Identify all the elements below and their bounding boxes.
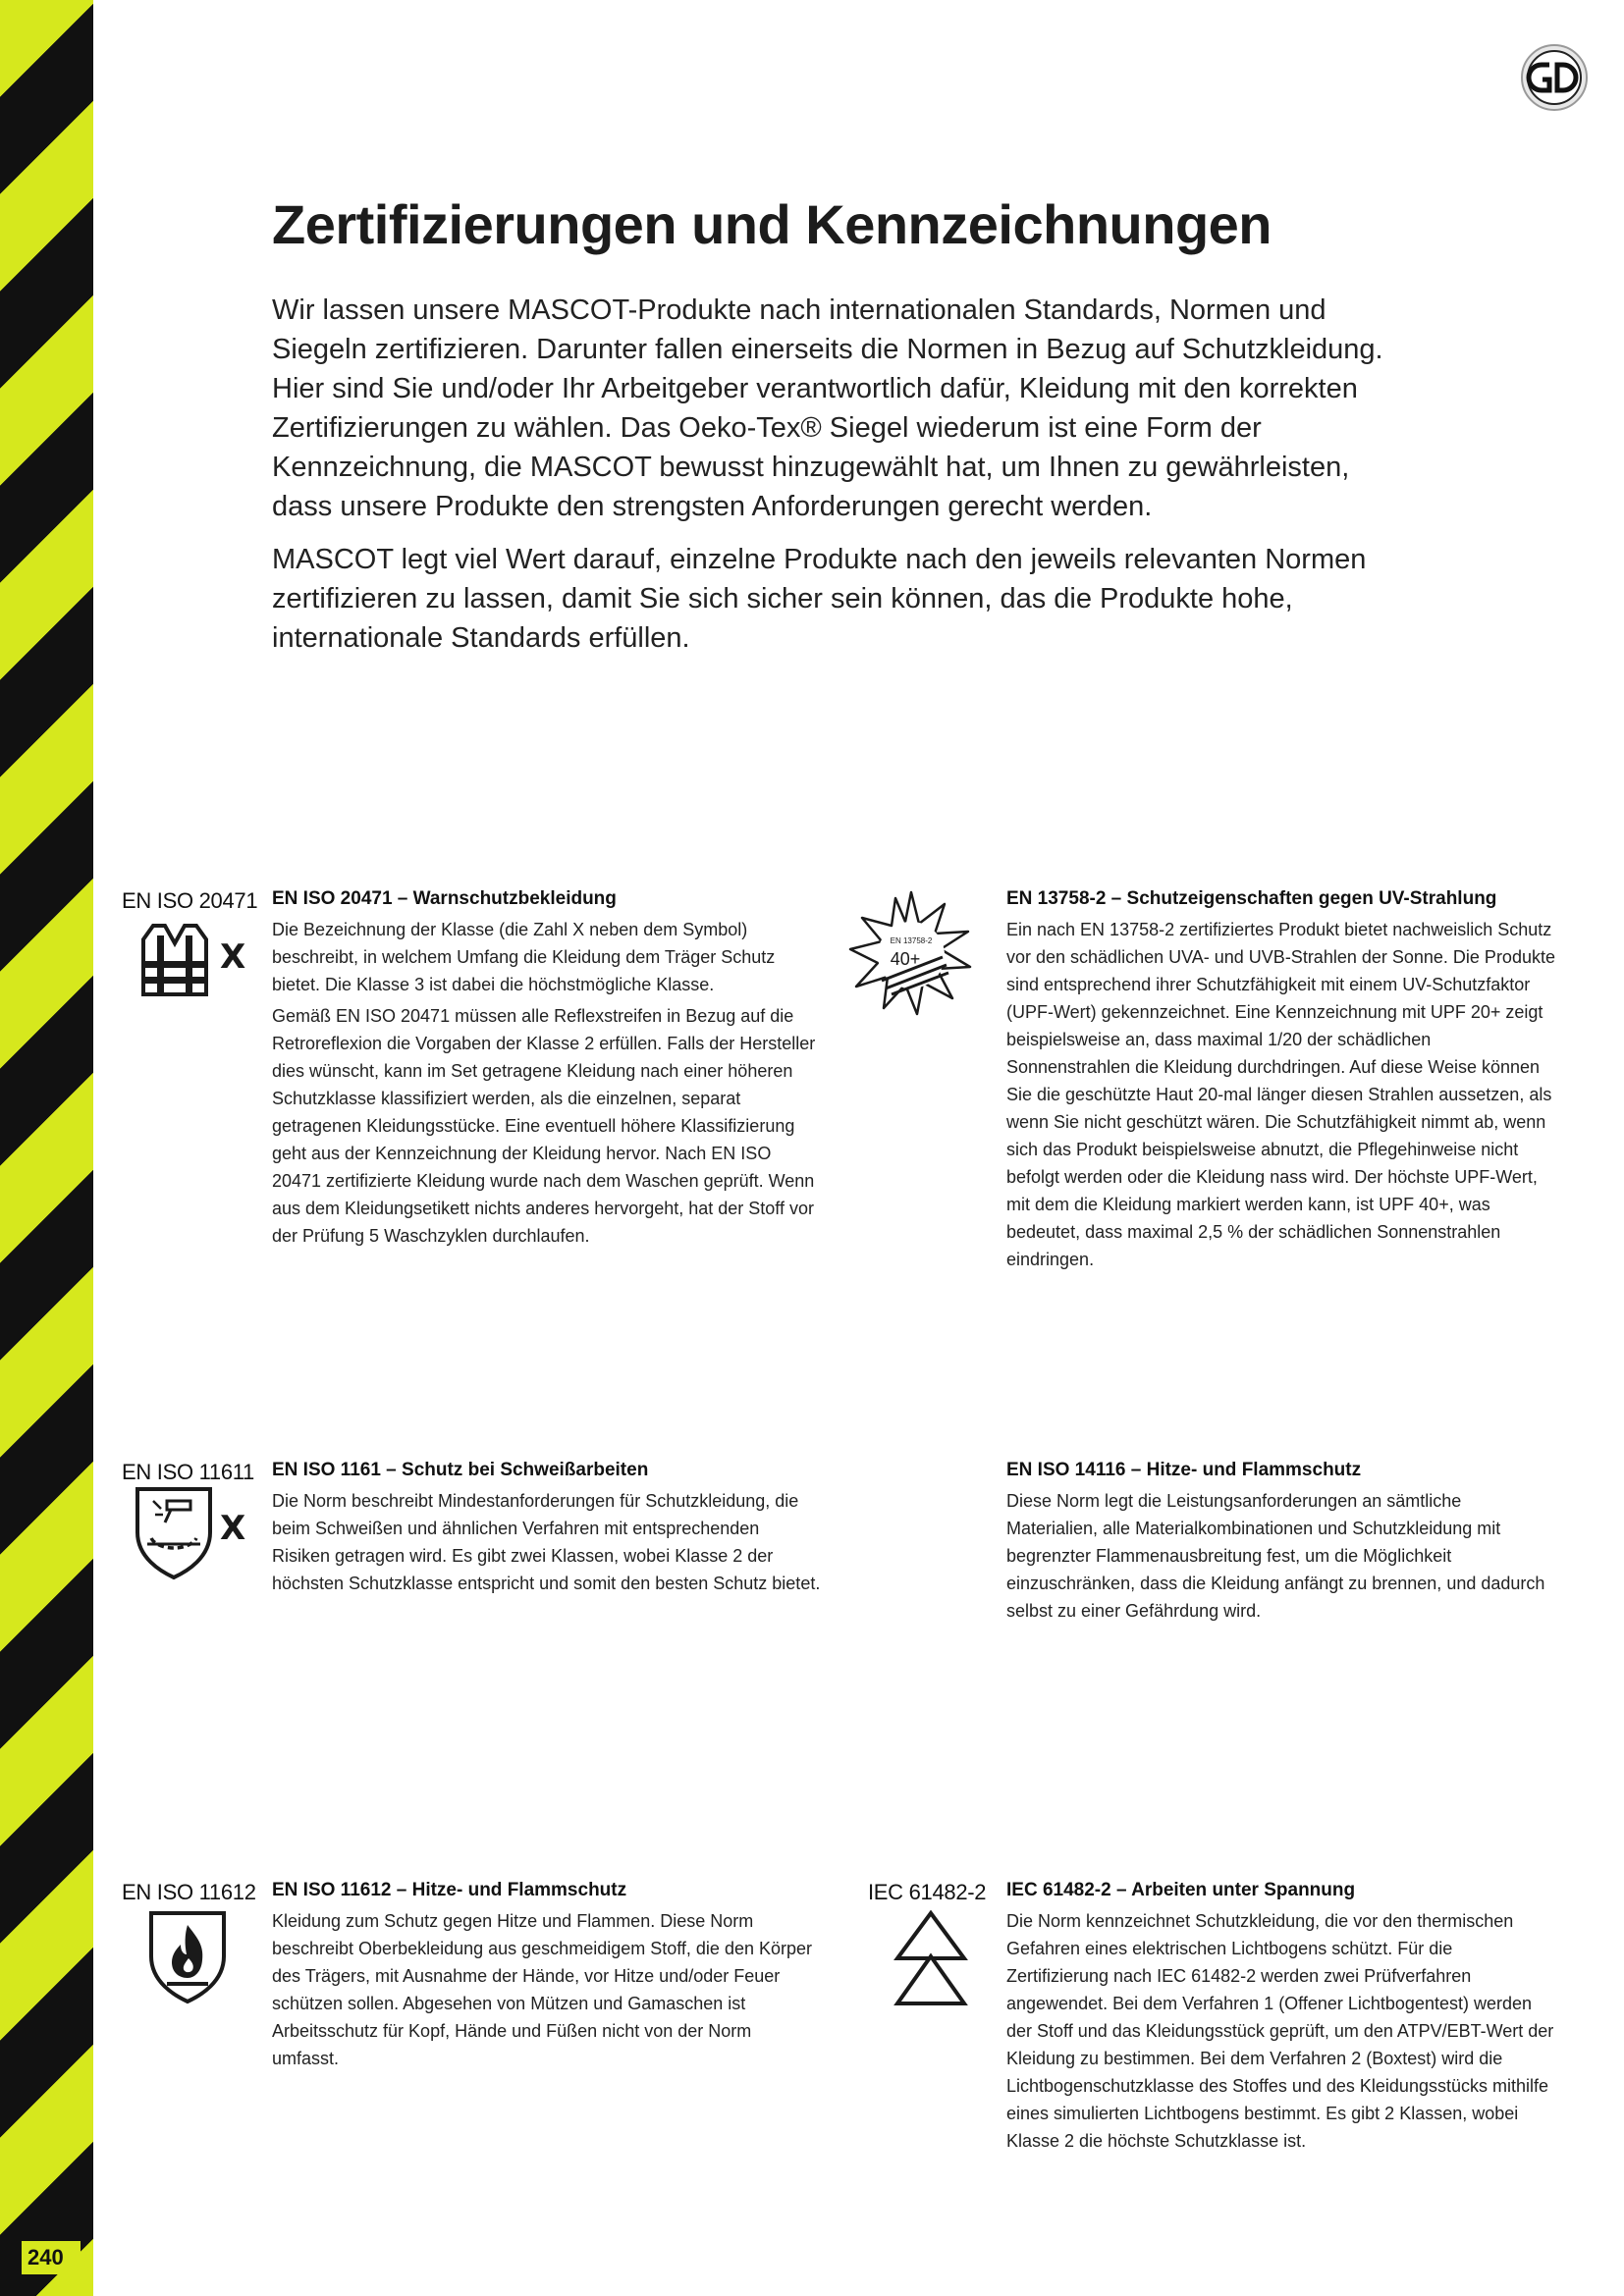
page-number: 240 bbox=[22, 2241, 81, 2274]
section-heading: EN ISO 14116 – Hitze- und Flammschutz bbox=[1006, 1460, 1362, 1480]
hi-vis-vest-icon bbox=[135, 920, 214, 1003]
norm-label: IEC 61482-2 bbox=[868, 1880, 987, 1904]
section-paragraph: Die Norm beschreibt Mindestanforderungen für Schutzkleidung, die beim Schweißen und ähnlichen Verfahren mit entsprechenden Risiken getragen wird. Es gibt zwei Klassen, wobei Klasse 2 der höchsten Schutzklasse entspricht und somit den besten Schutz bietet. bbox=[272, 1491, 821, 1593]
norm-label: EN ISO 20471 bbox=[122, 888, 258, 913]
section-heading: EN 13758-2 – Schutzeigenschaften gegen UV-Strahlung bbox=[1006, 888, 1497, 909]
section-paragraph: Gemäß EN ISO 20471 müssen alle Reflexstreifen in Bezug auf die Retroreflexion die Vorgaben der Klasse 2 erfüllen. Falls der Hersteller dies wünscht, kann im Set getragene Kleidung nach einer höheren Schutzklasse klassifiziert werden, als die einzelnen, separat getragenen Kleidungsstücke. Eine eventuell höhere Klassifizierung geht aus der Kennzeichnung der Kleidung hervor. Nach EN ISO 20471 zertifizierte Kleidung wurde nach dem Waschen geprüft. Wenn aus dem Kleidungsetikett nichts anderes hervorgeht, hat der Stoff vor der Prüfung 5 Waschzyklen durchlaufen. bbox=[272, 1006, 816, 1246]
sun-uv-icon bbox=[846, 888, 976, 1023]
section-paragraph: Diese Norm legt die Leistungsanforderungen an sämtliche Materialien, alle Materialkombinationen und Schutzkleidung mit begrenzter Flammenausbreitung fest, um die Möglichkeit einzuschränken, dass die Kleidung anfängt zu brennen, und dadurch selbst zu einer Gefährdung wird. bbox=[1006, 1491, 1545, 1621]
welding-shield-icon bbox=[132, 1483, 216, 1586]
section-paragraph: Ein nach EN 13758-2 zertifiziertes Produkt bietet nachweislich Schutz vor den schädlichen UVA- und UVB-Strahlen der Sonne. Die Produkte sind entsprechend ihrer Schutzfähigkeit mit einem UV-Schutzfaktor (UPF-Wert) gekennzeichnet. Eine Kennzeichnung mit UPF 20+ zeigt beispielsweise an, dass maximal 1/20 der schädlichen Sonnenstrahlen die Kleidung durchdringen. Auf diese Weise können Sie die geschützte Haut 20-mal länger diesen Strahlen aussetzen, als wenn Sie nicht geschützt wären. Die Schutzfähigkeit nimmt ab, wenn sich das Produkt beispielsweise abnutzt, die Pflegehinweise nicht befolgt werden oder die Kleidung nass wird. Der höchste UPF-Wert, mit dem die Kleidung markiert werden kann, ist UPF 40+, was bedeutet, dass maximal 2,5 % der schädlichen Sonnenstrahlen eindringen. bbox=[1006, 920, 1555, 1269]
uv-icon-rating: 40+ bbox=[890, 949, 921, 969]
norm-label: EN ISO 11612 bbox=[122, 1880, 256, 1904]
uv-icon-norm-text: EN 13758-2 bbox=[890, 936, 933, 945]
electric-arc-triangles-icon bbox=[892, 1909, 970, 2012]
class-x-mark: X bbox=[220, 1509, 246, 1548]
flame-shield-icon bbox=[145, 1907, 230, 2010]
section-paragraph: Die Bezeichnung der Klasse (die Zahl X neben dem Symbol) beschreibt, in welchem Umfang die Kleidung dem Träger Schutz bietet. Die Klasse 3 ist dabei die höchstmögliche Klasse. bbox=[272, 920, 776, 994]
page-title: Zertifizierungen und Kennzeichnungen bbox=[272, 193, 1272, 255]
section-body bbox=[1006, 1460, 1556, 1629]
class-x-mark: X bbox=[220, 937, 246, 977]
section-paragraph: Die Norm kennzeichnet Schutzkleidung, die vor den thermischen Gefahren eines elektrischen Lichtbogens schützt. Für die Zertifizierung nach IEC 61482-2 werden zwei Prüfverfahren angewendet. Bei dem Verfahren 1 (Offener Lichtbogentest) werden der Stoff und das Kleidungsstück geprüft, um den ATPV/EBT-Wert der Kleidung zu bestimmen. Bei dem Verfahren 2 (Boxtest) wird die Lichtbogenschutzklasse des Stoffes und des Kleidungsstücks mithilfe eines simulierten Lichtbogens bestimmt. Es gibt 2 Klassen, wobei Klasse 2 die höchste Schutzklasse ist. bbox=[1006, 1911, 1554, 2151]
section-body bbox=[272, 1880, 822, 2076]
gd-logo-icon bbox=[1520, 43, 1589, 112]
intro-paragraph: MASCOT legt viel Wert darauf, einzelne Produkte nach den jeweils relevanten Normen zertifizieren zu lassen, damit Sie sich sicher sein können, das die Produkte hohe, internationale Standards erfüllen. bbox=[272, 544, 1367, 654]
intro-text bbox=[272, 291, 1411, 671]
section-paragraph: Kleidung zum Schutz gegen Hitze und Flammen. Diese Norm beschreibt Oberbekleidung aus geschmeidigem Stoff, die den Körper des Trägers, mit Ausnahme der Hände, vor Hitze und/oder Feuer schützen sollen. Abgesehen von Mützen und Gamaschen ist Arbeitsschutz für Kopf, Hände und Füßen nicht von der Norm umfasst. bbox=[272, 1911, 813, 2068]
section-heading: EN ISO 20471 – Warnschutzbekleidung bbox=[272, 888, 617, 909]
section-body bbox=[272, 888, 822, 1254]
intro-paragraph: Wir lassen unsere MASCOT-Produkte nach internationalen Standards, Normen und Siegeln zertifizieren. Darunter fallen einerseits die Normen in Bezug auf Schutzkleidung. Hier sind Sie und/oder Ihr Arbeitgeber verantwortlich dafür, Kleidung mit den korrekten Zertifizierungen zu wählen. Das Oeko-Tex® Siegel wiederum ist eine Form der Kennzeichnung, die MASCOT bewusst hinzugewählt hat, um Ihnen zu gewährleisten, dass unsere Produkte den strengsten Anforderungen gerecht werden. bbox=[272, 294, 1383, 522]
section-body bbox=[1006, 888, 1556, 1277]
section-heading: EN ISO 11612 – Hitze- und Flammschutz bbox=[272, 1880, 627, 1900]
section-body bbox=[272, 1460, 822, 1601]
section-heading: IEC 61482-2 – Arbeiten unter Spannung bbox=[1006, 1880, 1356, 1900]
side-hazard-stripe bbox=[0, 0, 93, 2296]
section-body bbox=[1006, 1880, 1556, 2159]
section-heading: EN ISO 1161 – Schutz bei Schweißarbeiten bbox=[272, 1460, 649, 1480]
norm-label: EN ISO 11611 bbox=[122, 1460, 254, 1484]
